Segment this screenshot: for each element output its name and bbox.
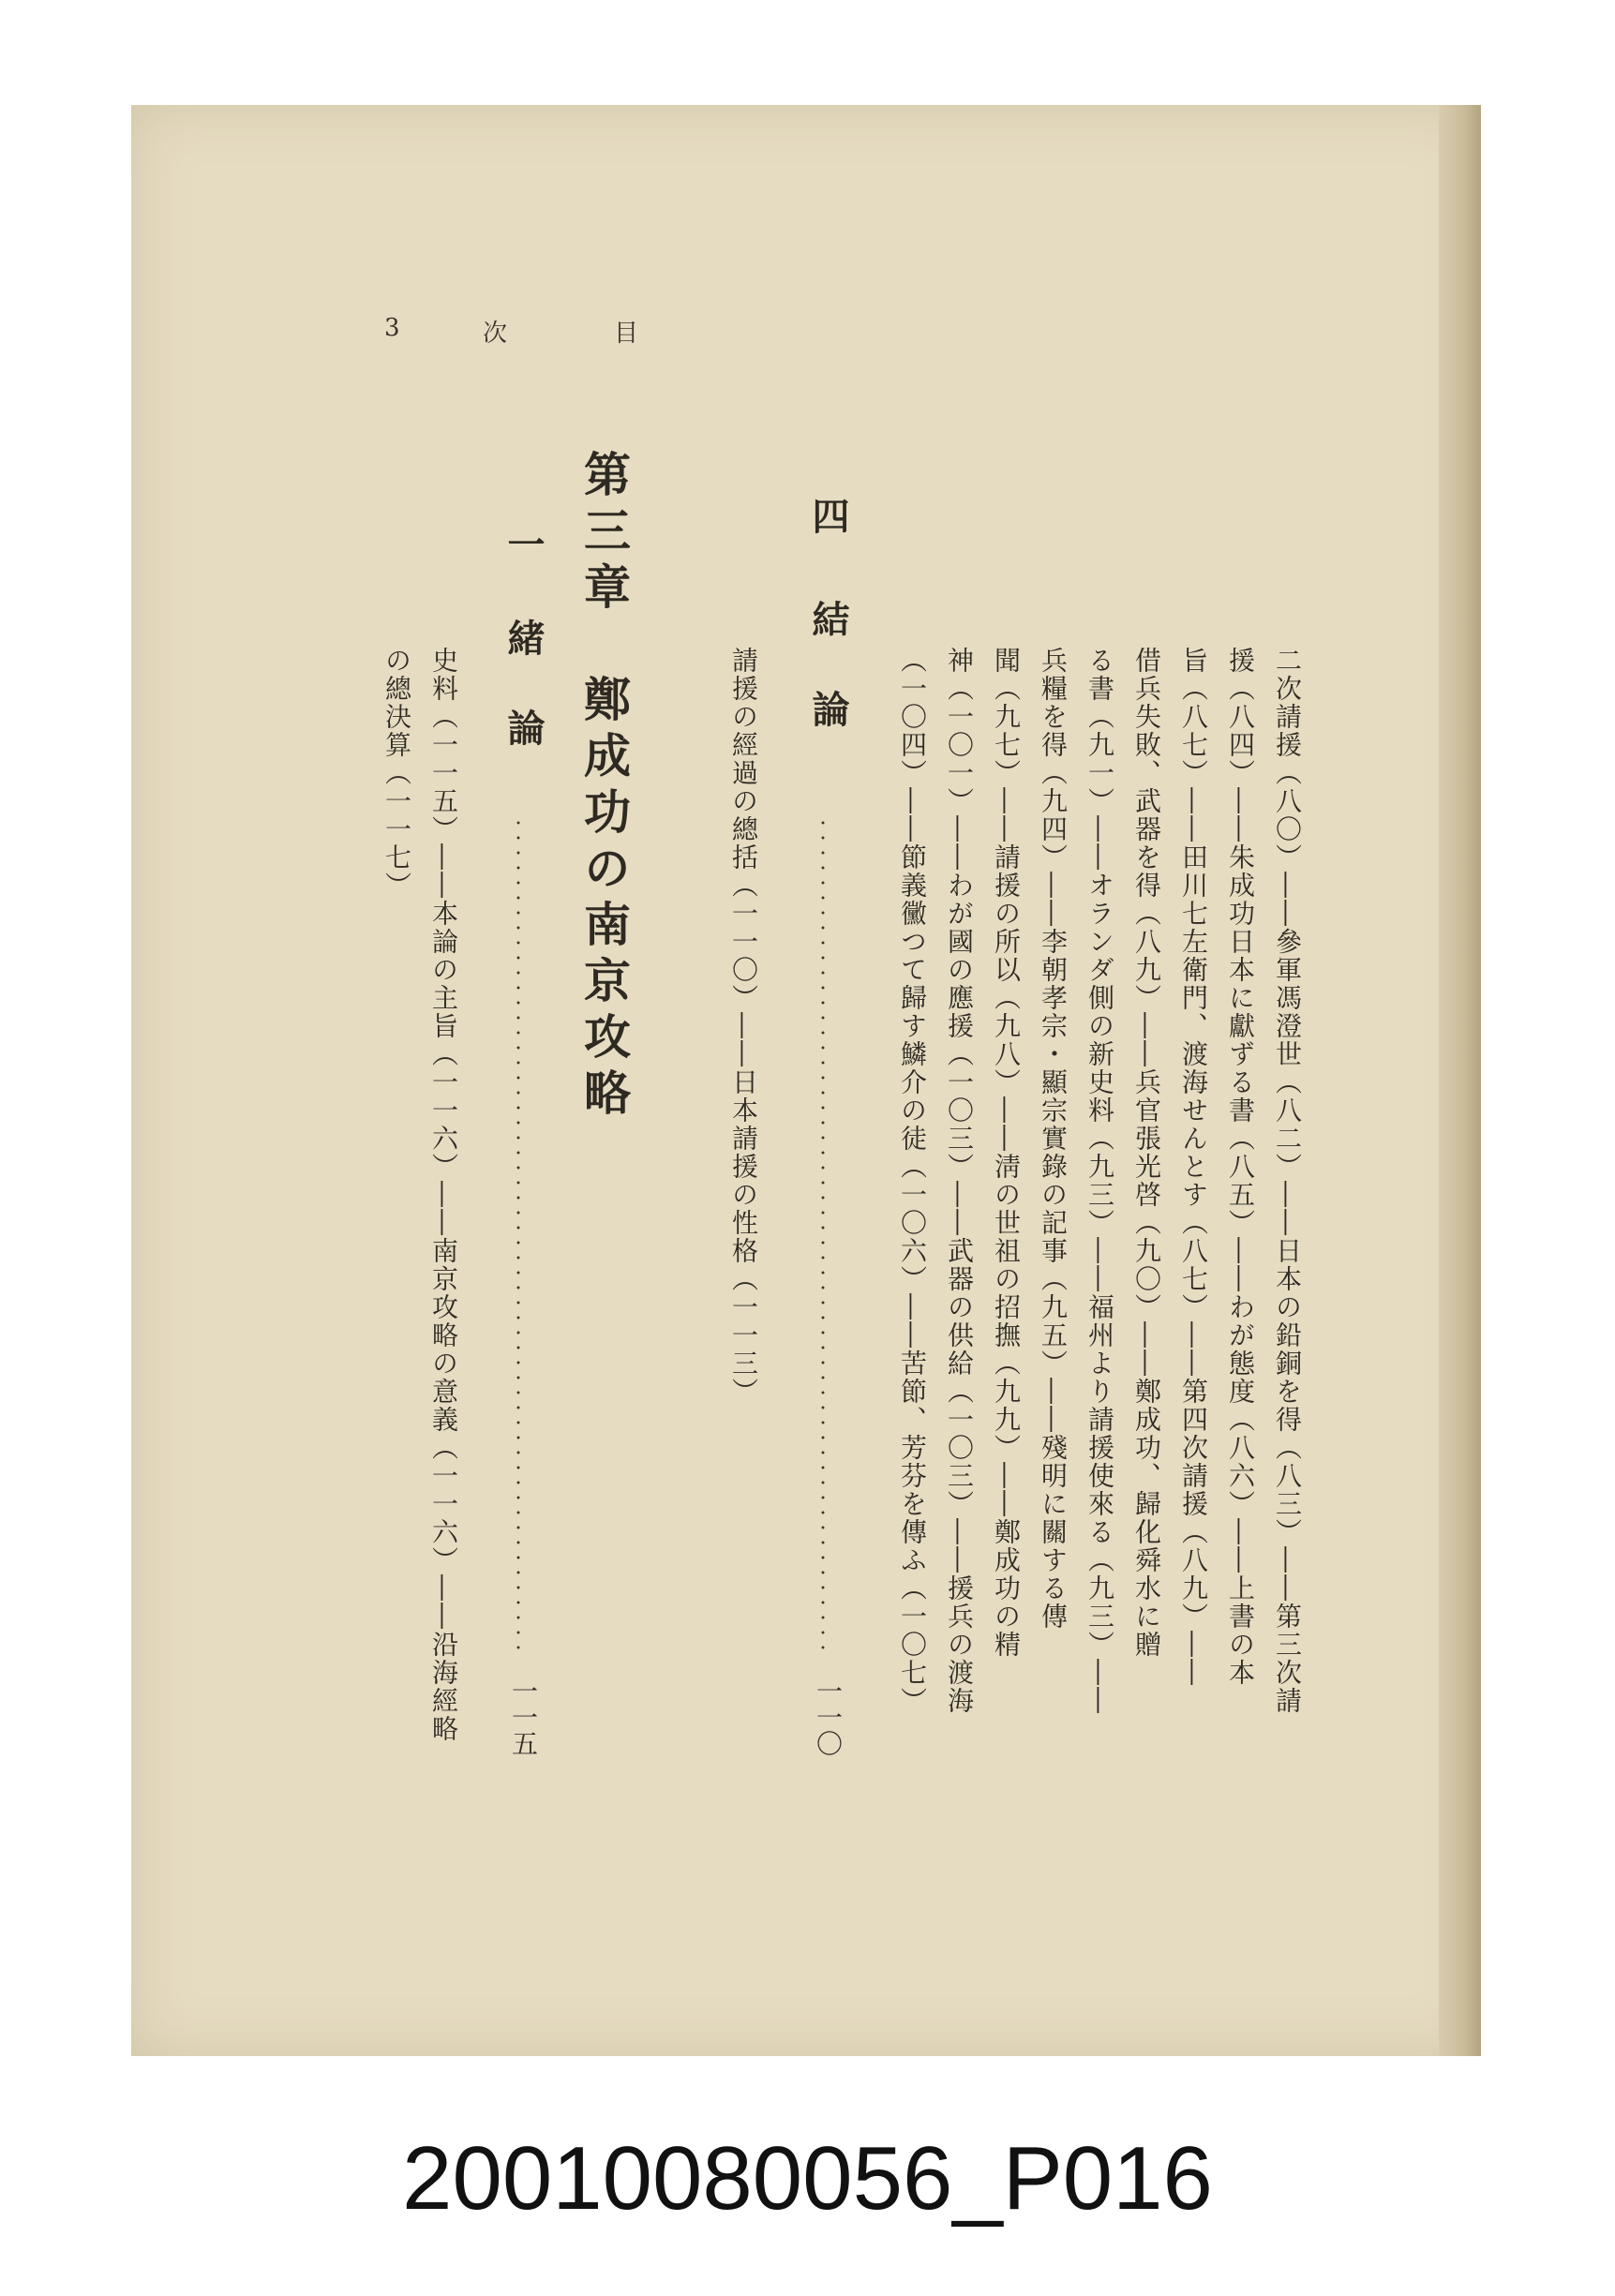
toc-detail-line: 援（八四）――朱成功日本に獻ずる書（八五）――わが態度（八六）――上書の本 xyxy=(1225,647,1256,1687)
section-page-number: 一一〇 xyxy=(813,1677,844,1756)
toc-detail-line: 旨（八七）――田川七左衛門、渡海せんとす（八七）――第四次請援（八九）―― xyxy=(1178,647,1209,1687)
toc-detail-line: る書（九一）――オランダ側の新史料（九三）――福州より請援使來る（九三）―― xyxy=(1084,647,1115,1715)
chapter-title: 第三章 鄭成功の南京攻略 xyxy=(576,450,632,1125)
section-number: 四 xyxy=(806,497,850,542)
leader-dots xyxy=(820,815,826,1659)
leader-dots xyxy=(516,815,521,1659)
image-caption: 20010080056_P016 xyxy=(402,2128,1213,2229)
toc-detail-line: 借兵失敗、武器を得（八九）――兵官張光啓（九〇）――鄭成功、歸化舜水に贈 xyxy=(1131,647,1162,1659)
page-edge xyxy=(1439,105,1481,2056)
toc-detail-line: 兵糧を得（九四）――李朝孝宗・顯宗實錄の記事（九五）――殘明に關する傳 xyxy=(1038,647,1069,1631)
section-title: 緒 論 xyxy=(501,619,546,753)
toc-detail-line: 聞（九七）――請援の所以（九八）――淸の世祖の招撫（九九）――鄭成功の精 xyxy=(991,647,1022,1659)
section-summary-line: の總決算（一一七） xyxy=(381,647,412,900)
section-page-number: 一一五 xyxy=(508,1677,539,1756)
running-head-page-number: 3 xyxy=(384,314,400,342)
toc-detail-line: 神（一〇一）――わが國の應援（一〇三）――武器の供給（一〇三）――援兵の渡海 xyxy=(944,647,975,1715)
section-summary-line: 請援の經過の總括（一一〇）――日本請援の性格（一一三） xyxy=(728,647,759,1406)
toc-detail-line: 二次請援（八〇）――參軍馮澄世（八二）――日本の鉛銅を得（八三）――第三次請 xyxy=(1272,647,1303,1715)
section-number: 一 xyxy=(501,525,546,570)
section-title: 結 論 xyxy=(806,600,850,735)
running-head-label-left: 次 xyxy=(483,320,508,348)
running-head-label-right: 目 xyxy=(614,320,639,348)
section-summary-line: 史料（一一五）――本論の主旨（一一六）――南京攻略の意義（一一六）――沿海經略 xyxy=(428,647,459,1743)
toc-detail-line: （一〇四）――節義黴つて歸す鱗介の徒（一〇六）――苦節、芳芬を傳ふ（一〇七） xyxy=(897,647,928,1715)
